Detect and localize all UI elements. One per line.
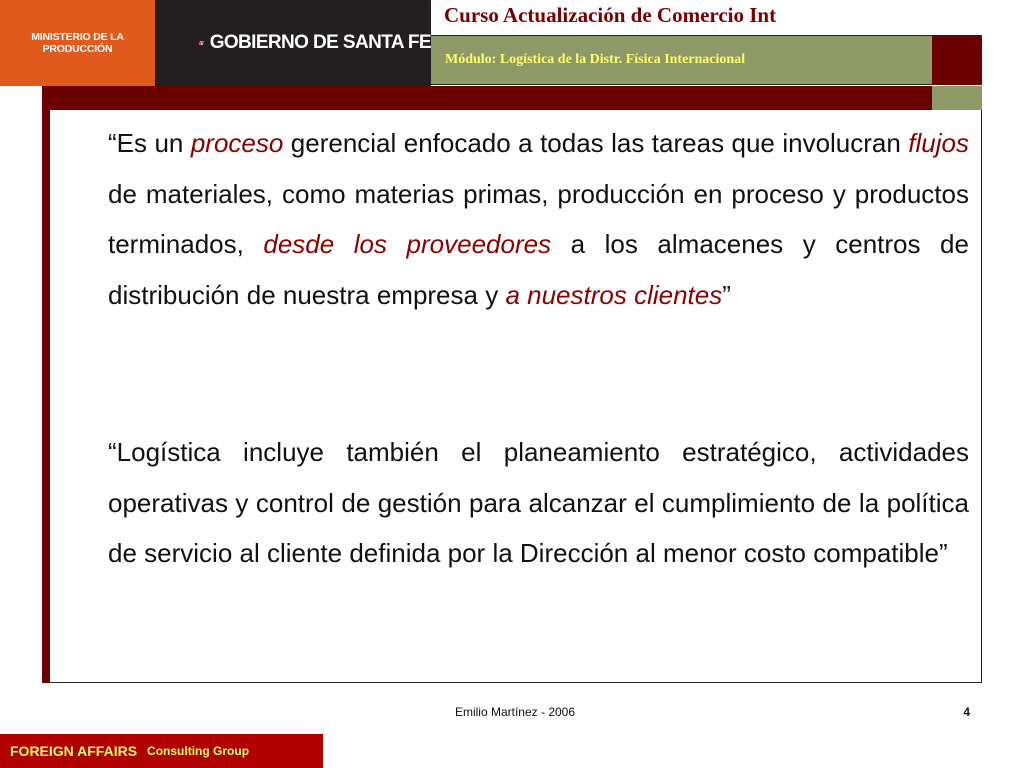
p1-emphasis-clientes: a nuestros clientes <box>505 279 723 310</box>
decor-maroon-bar <box>42 86 932 110</box>
footer-author: Emilio Martínez - 2006 <box>454 705 576 719</box>
decor-maroon-square <box>932 35 982 85</box>
santa-fe-emblem-icon <box>199 21 204 65</box>
ministerio-logo <box>0 0 155 86</box>
p1-emphasis-proveedores: desde los proveedores <box>263 229 552 259</box>
gobierno-label: GOBIERNO DE SANTA FE <box>209 32 431 53</box>
p1-emphasis-flujos: flujos <box>908 128 969 158</box>
p1-emphasis-proceso: proceso <box>190 128 284 158</box>
course-title: Curso Actualización de Comercio Int <box>444 3 777 27</box>
page-number: 4 <box>963 705 970 719</box>
module-label: Módulo: Logística de la Distr. Física Internacional <box>445 52 746 67</box>
brand-sub-label: Consulting Group <box>147 744 250 758</box>
brand-main-label: FOREIGN AFFAIRS <box>10 743 138 759</box>
definition-paragraph-2: “Logística incluye también el planeamiento estratégico, actividades operativas y control de gestión para alcanzar el cumplimiento de la política de servicio al cliente definida por la Dirección al menor costo compatible” <box>108 437 969 568</box>
decor-olive-square <box>932 86 982 110</box>
p1-text-2: gerencial enfocado a todas las tareas que involucran <box>283 128 909 158</box>
p1-text-3: de materiales, como materias primas, producción en proceso y productos terminados, <box>108 178 969 259</box>
gobierno-logo-block <box>155 0 431 86</box>
module-bar <box>431 35 932 85</box>
definition-paragraph-1 <box>108 118 969 320</box>
p1-text-1: “Es un <box>108 128 191 158</box>
p1-text-4: a los almacenes y centros de distribución de nuestra empresa y <box>108 229 969 310</box>
p1-text-5: ” <box>722 279 731 310</box>
ministerio-label: MINISTERIO DE LA PRODUCCIÓN <box>31 31 124 55</box>
decor-left-strip <box>42 86 50 683</box>
foreign-affairs-brand <box>0 734 323 768</box>
